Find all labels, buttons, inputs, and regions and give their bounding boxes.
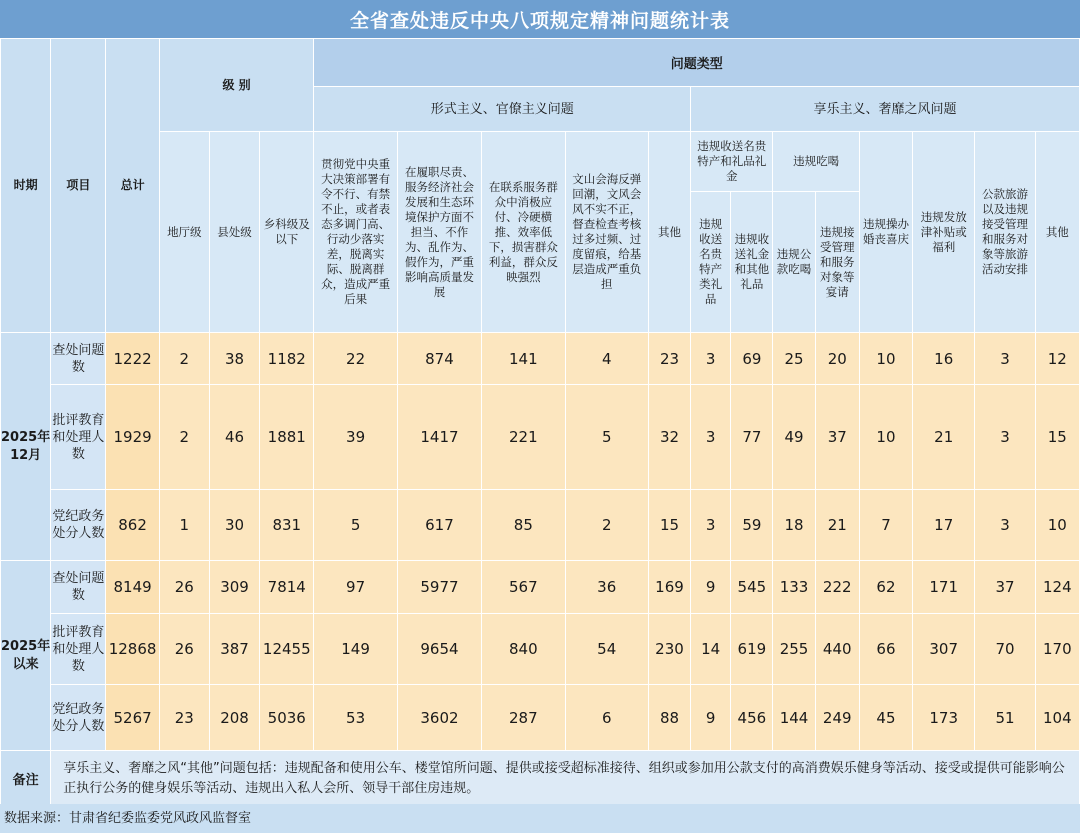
row-label: 党纪政务处分人数 — [51, 685, 106, 751]
value-cell: 5036 — [260, 685, 314, 751]
row-label: 批评教育和处理人数 — [51, 614, 106, 685]
value-cell: 208 — [209, 685, 259, 751]
header-formalism-col: 其他 — [648, 132, 690, 333]
header-formalism-col: 文山会海反弹回潮，文风会风不实不正，督查检查考核过多过频、过度留痕，给基层造成严重负担 — [565, 132, 648, 333]
value-cell: 10 — [1035, 490, 1079, 561]
header-level: 级 别 — [159, 39, 314, 132]
value-cell: 37 — [975, 561, 1035, 614]
value-cell: 1182 — [260, 333, 314, 385]
value-cell: 32 — [648, 385, 690, 490]
value-cell: 840 — [482, 614, 565, 685]
value-cell: 7 — [859, 490, 912, 561]
value-cell: 5 — [314, 490, 397, 561]
period-cell: 2025年12月 — [1, 333, 51, 561]
value-cell: 69 — [731, 333, 773, 385]
value-cell: 287 — [482, 685, 565, 751]
value-cell: 39 — [314, 385, 397, 490]
value-cell: 149 — [314, 614, 397, 685]
value-cell: 249 — [815, 685, 859, 751]
value-cell: 3 — [975, 385, 1035, 490]
header-hedonism-col: 违规操办婚丧喜庆 — [859, 132, 912, 333]
header-dining-group: 违规吃喝 — [773, 132, 859, 192]
table-title: 全省查处违反中央八项规定精神问题统计表 — [0, 0, 1080, 38]
value-cell: 221 — [482, 385, 565, 490]
value-cell: 456 — [731, 685, 773, 751]
value-cell: 49 — [773, 385, 815, 490]
value-cell: 53 — [314, 685, 397, 751]
value-cell: 6 — [565, 685, 648, 751]
value-cell: 9 — [691, 685, 731, 751]
table-row — [1, 385, 1080, 490]
value-cell: 1417 — [397, 385, 481, 490]
value-cell: 169 — [648, 561, 690, 614]
value-cell: 97 — [314, 561, 397, 614]
value-cell: 255 — [773, 614, 815, 685]
header-hedonism-col: 违规发放津补贴或福利 — [913, 132, 975, 333]
value-cell: 10 — [859, 385, 912, 490]
value-cell: 10 — [859, 333, 912, 385]
value-cell: 46 — [209, 385, 259, 490]
header-level-col: 乡科级及以下 — [260, 132, 314, 333]
value-cell: 3 — [691, 333, 731, 385]
value-cell: 222 — [815, 561, 859, 614]
header-gift-col: 违规收送名贵特产类礼品 — [691, 192, 731, 333]
value-cell: 23 — [648, 333, 690, 385]
total-cell: 1929 — [106, 385, 159, 490]
row-label: 批评教育和处理人数 — [51, 385, 106, 490]
total-cell: 5267 — [106, 685, 159, 751]
value-cell: 12455 — [260, 614, 314, 685]
value-cell: 15 — [648, 490, 690, 561]
header-dining-col: 违规公款吃喝 — [773, 192, 815, 333]
row-label: 党纪政务处分人数 — [51, 490, 106, 561]
value-cell: 2 — [565, 490, 648, 561]
value-cell: 5 — [565, 385, 648, 490]
value-cell: 25 — [773, 333, 815, 385]
value-cell: 309 — [209, 561, 259, 614]
header-dining-col: 违规接受管理和服务对象等宴请 — [815, 192, 859, 333]
header-problem-type: 问题类型 — [314, 39, 1080, 87]
value-cell: 12 — [1035, 333, 1079, 385]
statistics-table — [0, 38, 1080, 807]
total-cell: 1222 — [106, 333, 159, 385]
value-cell: 831 — [260, 490, 314, 561]
table-row — [1, 490, 1080, 561]
value-cell: 37 — [815, 385, 859, 490]
value-cell: 619 — [731, 614, 773, 685]
value-cell: 51 — [975, 685, 1035, 751]
value-cell: 3 — [691, 490, 731, 561]
header-formalism-col: 贯彻党中央重大决策部署有令不行、有禁不止，或者表态多调门高、行动少落实差，脱离实际、脱离群众，造成严重后果 — [314, 132, 397, 333]
table-row — [1, 614, 1080, 685]
header-group-hedonism: 享乐主义、奢靡之风问题 — [691, 87, 1080, 132]
total-cell: 8149 — [106, 561, 159, 614]
value-cell: 17 — [913, 490, 975, 561]
table-row — [1, 685, 1080, 751]
value-cell: 3 — [975, 333, 1035, 385]
header-gift-col: 违规收送礼金和其他礼品 — [731, 192, 773, 333]
value-cell: 22 — [314, 333, 397, 385]
header-level-col: 地厅级 — [159, 132, 209, 333]
total-cell: 12868 — [106, 614, 159, 685]
value-cell: 124 — [1035, 561, 1079, 614]
header-formalism-col: 在联系服务群众中消极应付、冷硬横推、效率低下，损害群众利益，群众反映强烈 — [482, 132, 565, 333]
value-cell: 173 — [913, 685, 975, 751]
value-cell: 16 — [913, 333, 975, 385]
value-cell: 874 — [397, 333, 481, 385]
table-row — [1, 333, 1080, 385]
value-cell: 3 — [975, 490, 1035, 561]
value-cell: 7814 — [260, 561, 314, 614]
value-cell: 133 — [773, 561, 815, 614]
value-cell: 20 — [815, 333, 859, 385]
value-cell: 26 — [159, 561, 209, 614]
data-source: 数据来源：甘肃省纪委监委党风政风监督室 — [0, 804, 1080, 833]
value-cell: 45 — [859, 685, 912, 751]
value-cell: 2 — [159, 385, 209, 490]
header-hedonism-col: 公款旅游以及违规接受管理和服务对象等旅游活动安排 — [975, 132, 1035, 333]
value-cell: 2 — [159, 333, 209, 385]
header-item: 项目 — [51, 39, 106, 333]
value-cell: 1881 — [260, 385, 314, 490]
value-cell: 88 — [648, 685, 690, 751]
total-cell: 862 — [106, 490, 159, 561]
value-cell: 85 — [482, 490, 565, 561]
value-cell: 171 — [913, 561, 975, 614]
value-cell: 26 — [159, 614, 209, 685]
header-total: 总计 — [106, 39, 159, 333]
value-cell: 14 — [691, 614, 731, 685]
value-cell: 307 — [913, 614, 975, 685]
row-label: 查处问题数 — [51, 561, 106, 614]
period-cell: 2025年以来 — [1, 561, 51, 751]
value-cell: 3602 — [397, 685, 481, 751]
value-cell: 230 — [648, 614, 690, 685]
value-cell: 440 — [815, 614, 859, 685]
value-cell: 9 — [691, 561, 731, 614]
value-cell: 21 — [913, 385, 975, 490]
value-cell: 387 — [209, 614, 259, 685]
value-cell: 23 — [159, 685, 209, 751]
value-cell: 4 — [565, 333, 648, 385]
value-cell: 38 — [209, 333, 259, 385]
value-cell: 5977 — [397, 561, 481, 614]
value-cell: 77 — [731, 385, 773, 490]
note-label: 备注 — [1, 751, 51, 807]
table-row — [1, 561, 1080, 614]
value-cell: 144 — [773, 685, 815, 751]
value-cell: 545 — [731, 561, 773, 614]
header-period: 时期 — [1, 39, 51, 333]
header-group-formalism: 形式主义、官僚主义问题 — [314, 87, 691, 132]
header-hedonism-col: 其他 — [1035, 132, 1079, 333]
value-cell: 36 — [565, 561, 648, 614]
value-cell: 59 — [731, 490, 773, 561]
header-formalism-col: 在履职尽责、服务经济社会发展和生态环境保护方面不担当、不作为、乱作为、假作为，严重影响高质量发展 — [397, 132, 481, 333]
value-cell: 567 — [482, 561, 565, 614]
note-text: 享乐主义、奢靡之风“其他”问题包括：违规配备和使用公车、楼堂馆所问题、提供或接受超标准接待、组织或参加用公款支付的高消费娱乐健身等活动、接受或提供可能影响公正执行公务的健身娱乐等活动、违规出入私人会所、领导干部住房违规。 — [51, 751, 1080, 807]
header-level-col: 县处级 — [209, 132, 259, 333]
value-cell: 141 — [482, 333, 565, 385]
value-cell: 617 — [397, 490, 481, 561]
value-cell: 9654 — [397, 614, 481, 685]
value-cell: 62 — [859, 561, 912, 614]
value-cell: 15 — [1035, 385, 1079, 490]
value-cell: 54 — [565, 614, 648, 685]
value-cell: 104 — [1035, 685, 1079, 751]
row-label: 查处问题数 — [51, 333, 106, 385]
header-gift-group: 违规收送名贵特产和礼品礼金 — [691, 132, 773, 192]
value-cell: 66 — [859, 614, 912, 685]
value-cell: 70 — [975, 614, 1035, 685]
value-cell: 30 — [209, 490, 259, 561]
value-cell: 1 — [159, 490, 209, 561]
value-cell: 21 — [815, 490, 859, 561]
value-cell: 170 — [1035, 614, 1079, 685]
value-cell: 18 — [773, 490, 815, 561]
value-cell: 3 — [691, 385, 731, 490]
